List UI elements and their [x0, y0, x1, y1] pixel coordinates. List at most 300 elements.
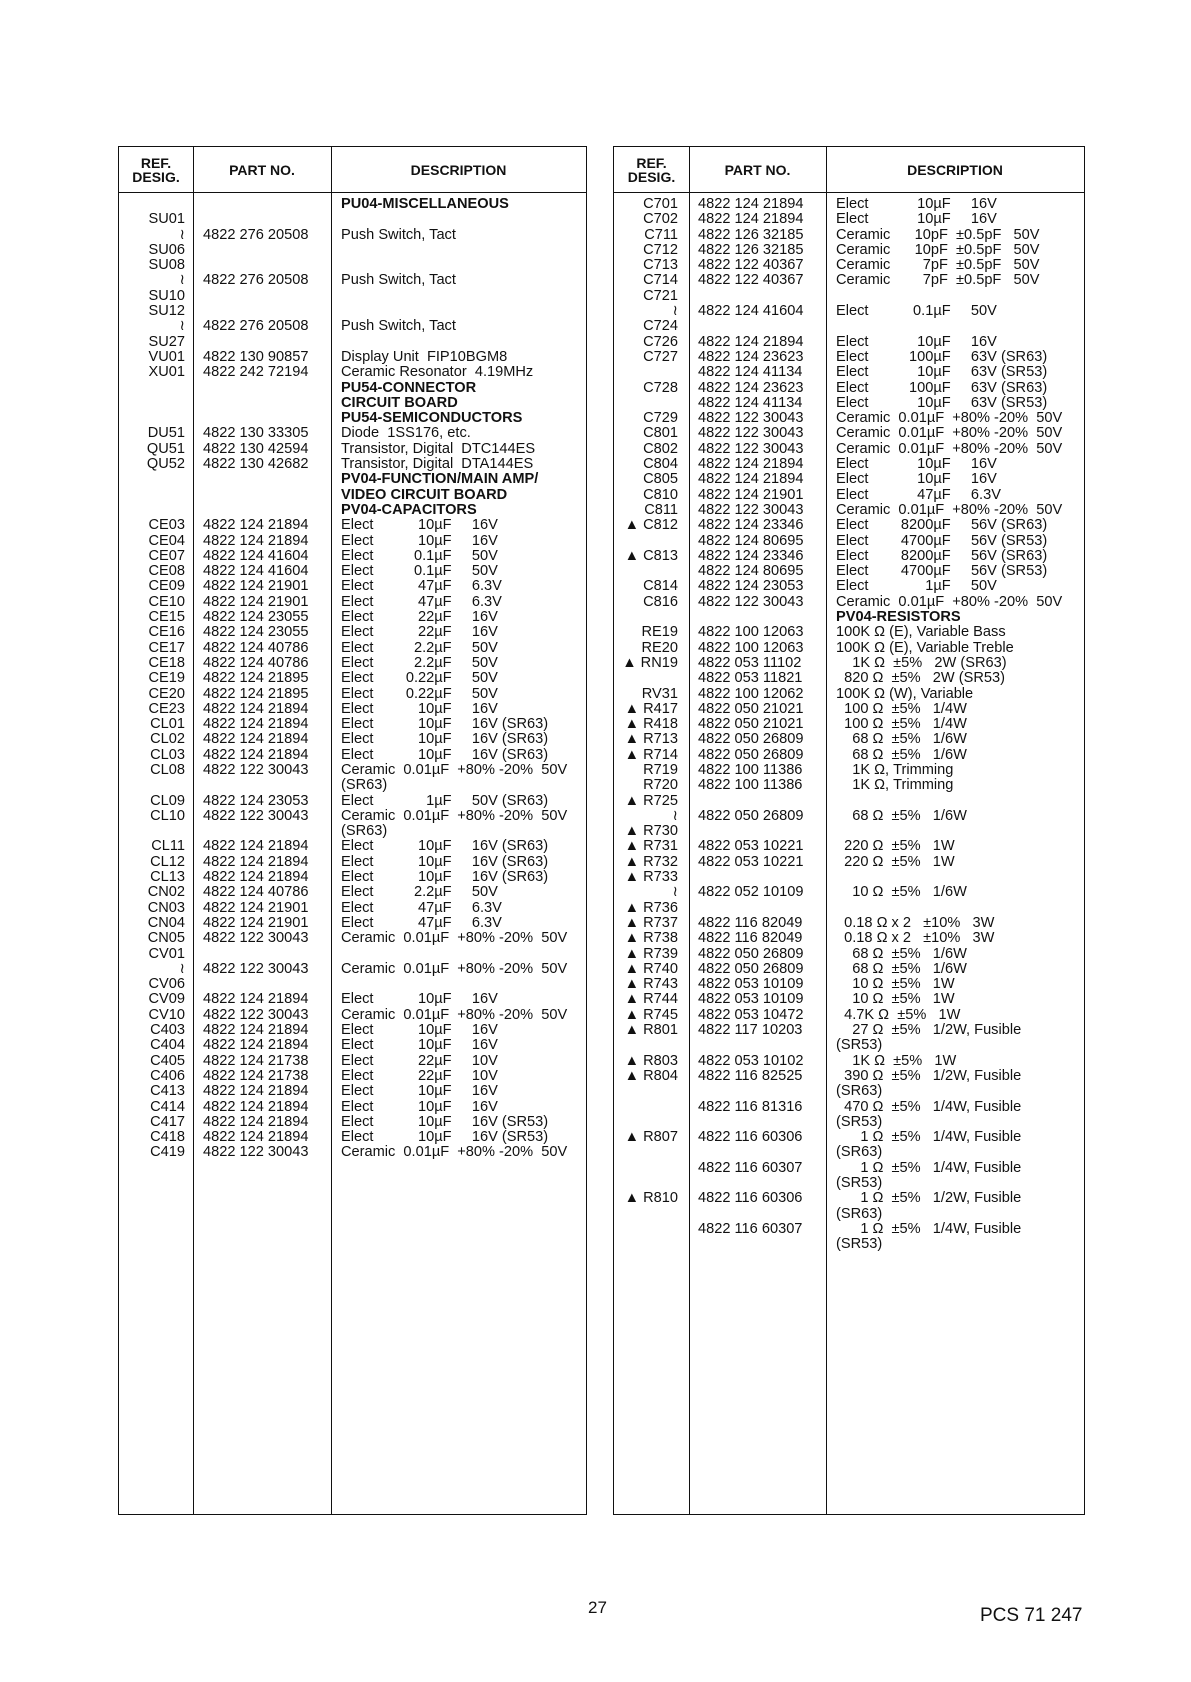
- ref-designator: RV31: [641, 685, 678, 702]
- table-row: [119, 824, 586, 839]
- ref-designator: ▲ R743: [624, 976, 678, 993]
- part-number: 4822 100 11386: [698, 761, 803, 778]
- ref-designator: CL08: [150, 761, 185, 778]
- description: (SR63): [836, 1144, 883, 1161]
- ref-designator: ▲ R804: [624, 1067, 678, 1084]
- ref-designator: CE23: [148, 700, 185, 717]
- table-row: [119, 1008, 586, 1023]
- part-number: [193, 977, 331, 992]
- table-row: [614, 977, 1084, 992]
- description: 1 Ω ±5% 1/4W, Fusible: [836, 1129, 1022, 1146]
- table-row: [614, 1069, 1084, 1084]
- ref-designator: C814: [643, 578, 678, 595]
- part-number: 4822 122 40367: [698, 272, 804, 289]
- description: [331, 243, 586, 258]
- part-number: 4822 124 21901: [203, 593, 309, 610]
- section-heading-row: [119, 503, 586, 518]
- table-row: [614, 350, 1084, 365]
- ref-designator: ▲ R733: [624, 869, 678, 886]
- table-row: [614, 518, 1084, 533]
- part-number: 4822 124 21894: [203, 700, 309, 717]
- part-number: 4822 116 60306: [698, 1190, 803, 1207]
- description: Ceramic Resonator 4.19MHz: [341, 364, 534, 381]
- ref-designator: ▲ R736: [624, 899, 678, 916]
- ref-designator: CL13: [150, 869, 185, 886]
- part-number: [193, 212, 331, 227]
- part-number: 4822 124 21901: [203, 578, 309, 595]
- description: Elect 100µF 63V (SR63): [836, 348, 1048, 365]
- ref-desig-header: REF. DESIG.: [132, 154, 180, 185]
- ref-designator: [614, 396, 689, 411]
- ref-designator: CV06: [148, 976, 185, 993]
- part-number: 4822 124 23346: [698, 547, 804, 564]
- ref-designator: R719: [643, 761, 678, 778]
- ref-designator: [614, 1145, 689, 1160]
- ref-designator: C701: [643, 196, 678, 212]
- part-number: [193, 335, 331, 350]
- description: 1K Ω, Trimming: [836, 777, 954, 794]
- description: [826, 901, 1084, 916]
- description: Ceramic 0.01µF +80% -20% 50V: [341, 930, 568, 947]
- part-number: [193, 396, 331, 411]
- part-number: 4822 124 21894: [203, 1022, 309, 1039]
- part-number: 4822 122 30043: [698, 425, 804, 442]
- part-number: 4822 130 90857: [203, 348, 309, 365]
- table-row: [119, 1130, 586, 1145]
- part-number: 4822 124 23053: [203, 792, 309, 809]
- part-number: 4822 130 42594: [203, 440, 309, 457]
- part-number: 4822 116 60307: [698, 1159, 803, 1176]
- ref-designator: [614, 671, 689, 686]
- ref-designator: CE10: [148, 593, 185, 610]
- table-row: [119, 610, 586, 625]
- part-number: [193, 197, 331, 212]
- part-number: 4822 116 82049: [698, 914, 803, 931]
- part-number: 4822 124 21894: [203, 1037, 309, 1054]
- ref-designator: CL02: [150, 731, 185, 748]
- part-number: 4822 053 11821: [698, 670, 803, 687]
- ref-designator: C721: [643, 287, 678, 304]
- ref-designator: RE19: [641, 624, 678, 641]
- description: Elect 10µF 63V (SR53): [836, 394, 1048, 411]
- ref-designator: ▲ R807: [624, 1129, 678, 1146]
- ref-designator: CE07: [148, 547, 185, 564]
- table-row: [119, 579, 586, 594]
- part-number: 4822 124 21894: [698, 333, 804, 350]
- ref-designator: C702: [643, 211, 678, 228]
- table-row: [614, 472, 1084, 487]
- description: Elect 4700µF 56V (SR53): [836, 563, 1048, 580]
- part-number: 4822 124 41604: [698, 303, 804, 320]
- description: 1K Ω ±5% 1W: [836, 1052, 957, 1069]
- description: Elect 0.1µF 50V: [341, 563, 498, 580]
- description: Elect 0.1µF 50V: [341, 547, 498, 564]
- ref-designator: ▲ C812: [624, 517, 678, 534]
- table-row: [614, 732, 1084, 747]
- description: Elect 10µF 16V: [341, 1037, 498, 1054]
- description: Elect 22µF 16V: [341, 609, 498, 626]
- description: PU04-MISCELLANEOUS: [341, 196, 509, 212]
- ref-designator: SU08: [148, 257, 185, 274]
- table-row: [614, 748, 1084, 763]
- description: 27 Ω ±5% 1/2W, Fusible: [836, 1022, 1022, 1039]
- ref-designator: ▲ R738: [624, 930, 678, 947]
- part-number: 4822 052 10109: [698, 884, 804, 901]
- part-number: 4822 124 21895: [203, 670, 309, 687]
- description: Ceramic 10pF ±0.5pF 50V: [836, 241, 1040, 258]
- description: (SR63): [836, 1083, 883, 1100]
- ref-designator: ▲ R732: [624, 853, 678, 870]
- description: 68 Ω ±5% 1/6W: [836, 746, 967, 763]
- table-row: [614, 1207, 1084, 1222]
- table-row: [119, 855, 586, 870]
- section-heading-row: [119, 197, 586, 212]
- table-row: [614, 870, 1084, 885]
- description: Ceramic 0.01µF +80% -20% 50V: [836, 425, 1063, 442]
- ref-designator: C811: [644, 501, 678, 518]
- ref-designator: [614, 1084, 689, 1099]
- description: Elect 47µF 6.3V: [341, 914, 502, 931]
- part-number: 4822 053 10221: [698, 838, 804, 855]
- part-number: 4822 053 10109: [698, 976, 804, 993]
- table-row: [614, 1191, 1084, 1206]
- description: Elect 8200µF 56V (SR63): [836, 547, 1048, 564]
- table-row: [119, 1069, 586, 1084]
- description: Ceramic 0.01µF +80% -20% 50V: [341, 761, 568, 778]
- description: Elect 10µF 16V: [836, 456, 997, 473]
- description: Elect 10µF 16V: [341, 532, 498, 549]
- part-number: 4822 122 30043: [698, 410, 804, 427]
- ref-designator: CL12: [150, 853, 185, 870]
- description: (SR53): [836, 1236, 883, 1253]
- table-row: [614, 671, 1084, 686]
- ref-designator: CE15: [148, 609, 185, 626]
- description: Elect 10µF 16V (SR53): [341, 1129, 549, 1146]
- table-row: [119, 809, 586, 824]
- description: Elect 47µF 6.3V: [836, 486, 1001, 503]
- ref-designator: ≀: [179, 960, 185, 977]
- section-heading-row: [119, 411, 586, 426]
- table-row: [614, 1176, 1084, 1191]
- ref-designator: R720: [643, 777, 678, 794]
- ref-designator: ≀: [179, 318, 185, 335]
- ref-designator: RE20: [641, 639, 678, 656]
- part-number: [689, 1207, 826, 1222]
- table-row: [614, 794, 1084, 809]
- header-divider: [614, 192, 1084, 193]
- table-row: [614, 579, 1084, 594]
- part-number: [193, 947, 331, 962]
- part-number: 4822 276 20508: [203, 226, 309, 243]
- description: [331, 977, 586, 992]
- table-row: [614, 1145, 1084, 1160]
- page-number: 27: [588, 1598, 607, 1617]
- part-number: 4822 122 30043: [203, 960, 309, 977]
- ref-designator: C403: [150, 1022, 185, 1039]
- part-number: [193, 304, 331, 319]
- table-row: [119, 1054, 586, 1069]
- part-number: 4822 100 11386: [698, 777, 803, 794]
- ref-designator: ▲ R740: [624, 960, 678, 977]
- part-number: 4822 124 40786: [203, 639, 309, 656]
- table-row: [614, 778, 1084, 793]
- description: (SR53): [836, 1175, 883, 1191]
- table-row: [119, 992, 586, 1007]
- part-number: 4822 122 30043: [203, 1144, 309, 1161]
- description: Elect 10µF 16V (SR63): [341, 838, 549, 855]
- table-row: [119, 625, 586, 640]
- ref-designator: SU10: [148, 287, 185, 304]
- ref-designator: ▲ R810: [624, 1190, 678, 1207]
- part-number: [193, 258, 331, 273]
- table-row: [119, 228, 586, 243]
- description: 100K Ω (W), Variable: [836, 685, 974, 702]
- part-number: [689, 1176, 826, 1191]
- ref-designator: CE04: [148, 532, 185, 549]
- table-row: [119, 1145, 586, 1160]
- description: Elect 100µF 63V (SR63): [836, 379, 1048, 396]
- ref-designator: ▲ R713: [624, 731, 678, 748]
- ref-designator: ≀: [672, 807, 678, 824]
- part-number: [689, 1115, 826, 1130]
- table-row: [119, 748, 586, 763]
- ref-designator: CL11: [151, 838, 185, 855]
- table-row: [119, 289, 586, 304]
- part-number: 4822 050 21021: [698, 700, 804, 717]
- table-row: [614, 809, 1084, 824]
- ref-designator: [119, 381, 193, 396]
- section-heading-row: [119, 472, 586, 487]
- table-row: [614, 488, 1084, 503]
- table-row: [614, 641, 1084, 656]
- part-number: 4822 053 10102: [698, 1052, 804, 1069]
- description: (SR63): [341, 823, 388, 840]
- description: Elect 47µF 6.3V: [341, 593, 502, 610]
- part-number: [689, 1237, 826, 1252]
- table-row: [119, 702, 586, 717]
- table-row: [119, 977, 586, 992]
- table-row: [119, 901, 586, 916]
- part-number: 4822 116 81316: [698, 1098, 803, 1115]
- ref-designator: CN05: [147, 930, 185, 947]
- part-no-header: PART NO.: [724, 161, 791, 178]
- description: Elect 10µF 16V: [341, 1098, 498, 1115]
- table-row: [614, 1038, 1084, 1053]
- ref-designator: CE09: [148, 578, 185, 595]
- table-row: [119, 1100, 586, 1115]
- ref-designator: C729: [643, 410, 678, 427]
- part-number: [193, 488, 331, 503]
- table-row: [119, 243, 586, 258]
- ref-designator: [119, 472, 193, 487]
- description: 10 Ω ±5% 1/6W: [836, 884, 967, 901]
- ref-designator: [614, 1161, 689, 1176]
- part-number: [193, 243, 331, 258]
- part-number: 4822 130 33305: [203, 425, 309, 442]
- table-row: [614, 319, 1084, 334]
- description: Elect 2.2µF 50V: [341, 884, 498, 901]
- description: Ceramic 7pF ±0.5pF 50V: [836, 257, 1040, 274]
- description: Elect 10µF 16V (SR63): [341, 853, 549, 870]
- ref-designator: [614, 1237, 689, 1252]
- part-number: 4822 124 21894: [203, 991, 309, 1008]
- table-row: [614, 243, 1084, 258]
- table-row: [119, 426, 586, 441]
- table-row: [119, 518, 586, 533]
- table-row: [614, 824, 1084, 839]
- description: Elect 1µF 50V (SR63): [341, 792, 549, 809]
- part-number: 4822 276 20508: [203, 272, 309, 289]
- ref-designator: [614, 365, 689, 380]
- description: [826, 824, 1084, 839]
- table-row: [614, 228, 1084, 243]
- description: Ceramic 0.01µF +80% -20% 50V: [341, 1144, 568, 1161]
- description: Ceramic 0.01µF +80% -20% 50V: [341, 1006, 568, 1023]
- ref-designator: C816: [643, 593, 678, 610]
- description: [826, 870, 1084, 885]
- description: Elect 1µF 50V: [836, 578, 997, 595]
- description: 390 Ω ±5% 1/2W, Fusible: [836, 1067, 1022, 1084]
- table-row: [119, 794, 586, 809]
- part-number: 4822 124 21738: [203, 1052, 309, 1069]
- ref-designator: DU51: [147, 425, 185, 442]
- ref-designator: CE03: [148, 517, 185, 534]
- ref-designator: C413: [150, 1083, 185, 1100]
- part-number: 4822 053 10109: [698, 991, 804, 1008]
- part-number: 4822 122 40367: [698, 257, 804, 274]
- part-number: 4822 100 12063: [698, 639, 804, 656]
- part-number: 4822 050 26809: [698, 746, 804, 763]
- description: 0.18 Ω x 2 ±10% 3W: [836, 914, 995, 931]
- ref-designator: C727: [643, 348, 678, 365]
- description: Elect 10µF 63V (SR53): [836, 364, 1048, 381]
- part-number: 4822 124 80695: [698, 563, 804, 580]
- part-number: [689, 319, 826, 334]
- table-row: [119, 1023, 586, 1038]
- ref-designator: CL10: [150, 807, 185, 824]
- part-number: 4822 122 30043: [698, 593, 804, 610]
- part-number: 4822 050 21021: [698, 716, 804, 733]
- table-row: [119, 687, 586, 702]
- description: (SR53): [836, 1037, 883, 1054]
- ref-designator: ▲ RN19: [622, 654, 678, 671]
- part-number: 4822 242 72194: [203, 364, 309, 381]
- part-number: 4822 050 26809: [698, 960, 804, 977]
- description: Elect 0.22µF 50V: [341, 670, 498, 687]
- ref-designator: C802: [643, 440, 678, 457]
- part-number: [689, 610, 826, 625]
- ref-designator: ▲ R418: [624, 716, 678, 733]
- table-row: [119, 212, 586, 227]
- part-number: 4822 124 40786: [203, 654, 309, 671]
- part-number: 4822 053 11102: [698, 654, 802, 671]
- ref-designator: ≀: [672, 303, 678, 320]
- description: Ceramic 7pF ±0.5pF 50V: [836, 272, 1040, 289]
- ref-designator: C728: [643, 379, 678, 396]
- description: [331, 289, 586, 304]
- description: 10 Ω ±5% 1W: [836, 976, 955, 993]
- ref-designator: CN04: [147, 914, 185, 931]
- ref-designator: [119, 824, 193, 839]
- part-number: 4822 124 21894: [203, 853, 309, 870]
- table-row: [614, 503, 1084, 518]
- table-row: [119, 717, 586, 732]
- part-number: 4822 124 21901: [698, 486, 804, 503]
- ref-designator: SU12: [148, 303, 185, 320]
- ref-designator: XU01: [148, 364, 185, 381]
- part-number: 4822 126 32185: [698, 241, 804, 258]
- description: Elect 22µF 10V: [341, 1067, 498, 1084]
- description: Ceramic 0.01µF +80% -20% 50V: [836, 410, 1063, 427]
- ref-designator: [614, 534, 689, 549]
- description: Push Switch, Tact: [341, 226, 456, 243]
- table-row: [119, 549, 586, 564]
- table-row: [614, 885, 1084, 900]
- part-number: [193, 381, 331, 396]
- ref-designator: C804: [643, 456, 678, 473]
- description: Elect 10µF 16V: [341, 517, 498, 534]
- table-row: [614, 855, 1084, 870]
- ref-designator: CL09: [150, 792, 185, 809]
- part-number: 4822 124 23623: [698, 379, 804, 396]
- table-row: [614, 1161, 1084, 1176]
- ref-designator: C712: [643, 241, 678, 258]
- table-row: [614, 1084, 1084, 1099]
- description: [331, 335, 586, 350]
- description: Elect 10µF 16V: [341, 1022, 498, 1039]
- part-number: 4822 124 21894: [203, 716, 309, 733]
- table-row: [614, 916, 1084, 931]
- description: 1 Ω ±5% 1/4W, Fusible: [836, 1220, 1022, 1237]
- table-row: [614, 931, 1084, 946]
- table-row: [119, 870, 586, 885]
- description: 220 Ω ±5% 1W: [836, 838, 955, 855]
- description: PV04-RESISTORS: [836, 609, 961, 626]
- ref-designator: C418: [150, 1129, 185, 1146]
- description: Elect 0.22µF 50V: [341, 685, 498, 702]
- table-row: [119, 656, 586, 671]
- ref-designator: CN02: [147, 884, 185, 901]
- table-row: [119, 1115, 586, 1130]
- description: Elect 2.2µF 50V: [341, 654, 498, 671]
- description: 68 Ω ±5% 1/6W: [836, 945, 967, 962]
- ref-designator: CL01: [150, 716, 185, 733]
- table-row: [614, 273, 1084, 288]
- description: Elect 22µF 16V: [341, 624, 498, 641]
- description: 68 Ω ±5% 1/6W: [836, 807, 967, 824]
- table-row: [119, 916, 586, 931]
- table-row: [119, 947, 586, 962]
- ref-designator: [119, 197, 193, 212]
- part-number: 4822 050 26809: [698, 731, 804, 748]
- ref-designator: [614, 1038, 689, 1053]
- ref-designator: C406: [150, 1067, 185, 1084]
- description: 10 Ω ±5% 1W: [836, 991, 955, 1008]
- table-row: [614, 947, 1084, 962]
- description: [331, 947, 586, 962]
- ref-designator: ≀: [179, 272, 185, 289]
- part-number: 4822 100 12062: [698, 685, 804, 702]
- ref-designator: ≀: [179, 226, 185, 243]
- part-number: 4822 124 21901: [203, 899, 309, 916]
- table-row: [614, 1054, 1084, 1069]
- description: (SR63): [836, 1205, 883, 1222]
- part-number: 4822 124 40786: [203, 884, 309, 901]
- description: Elect 22µF 10V: [341, 1052, 498, 1069]
- ref-designator: [614, 1100, 689, 1115]
- ref-designator: CE18: [148, 654, 185, 671]
- description: VIDEO CIRCUIT BOARD: [341, 486, 508, 503]
